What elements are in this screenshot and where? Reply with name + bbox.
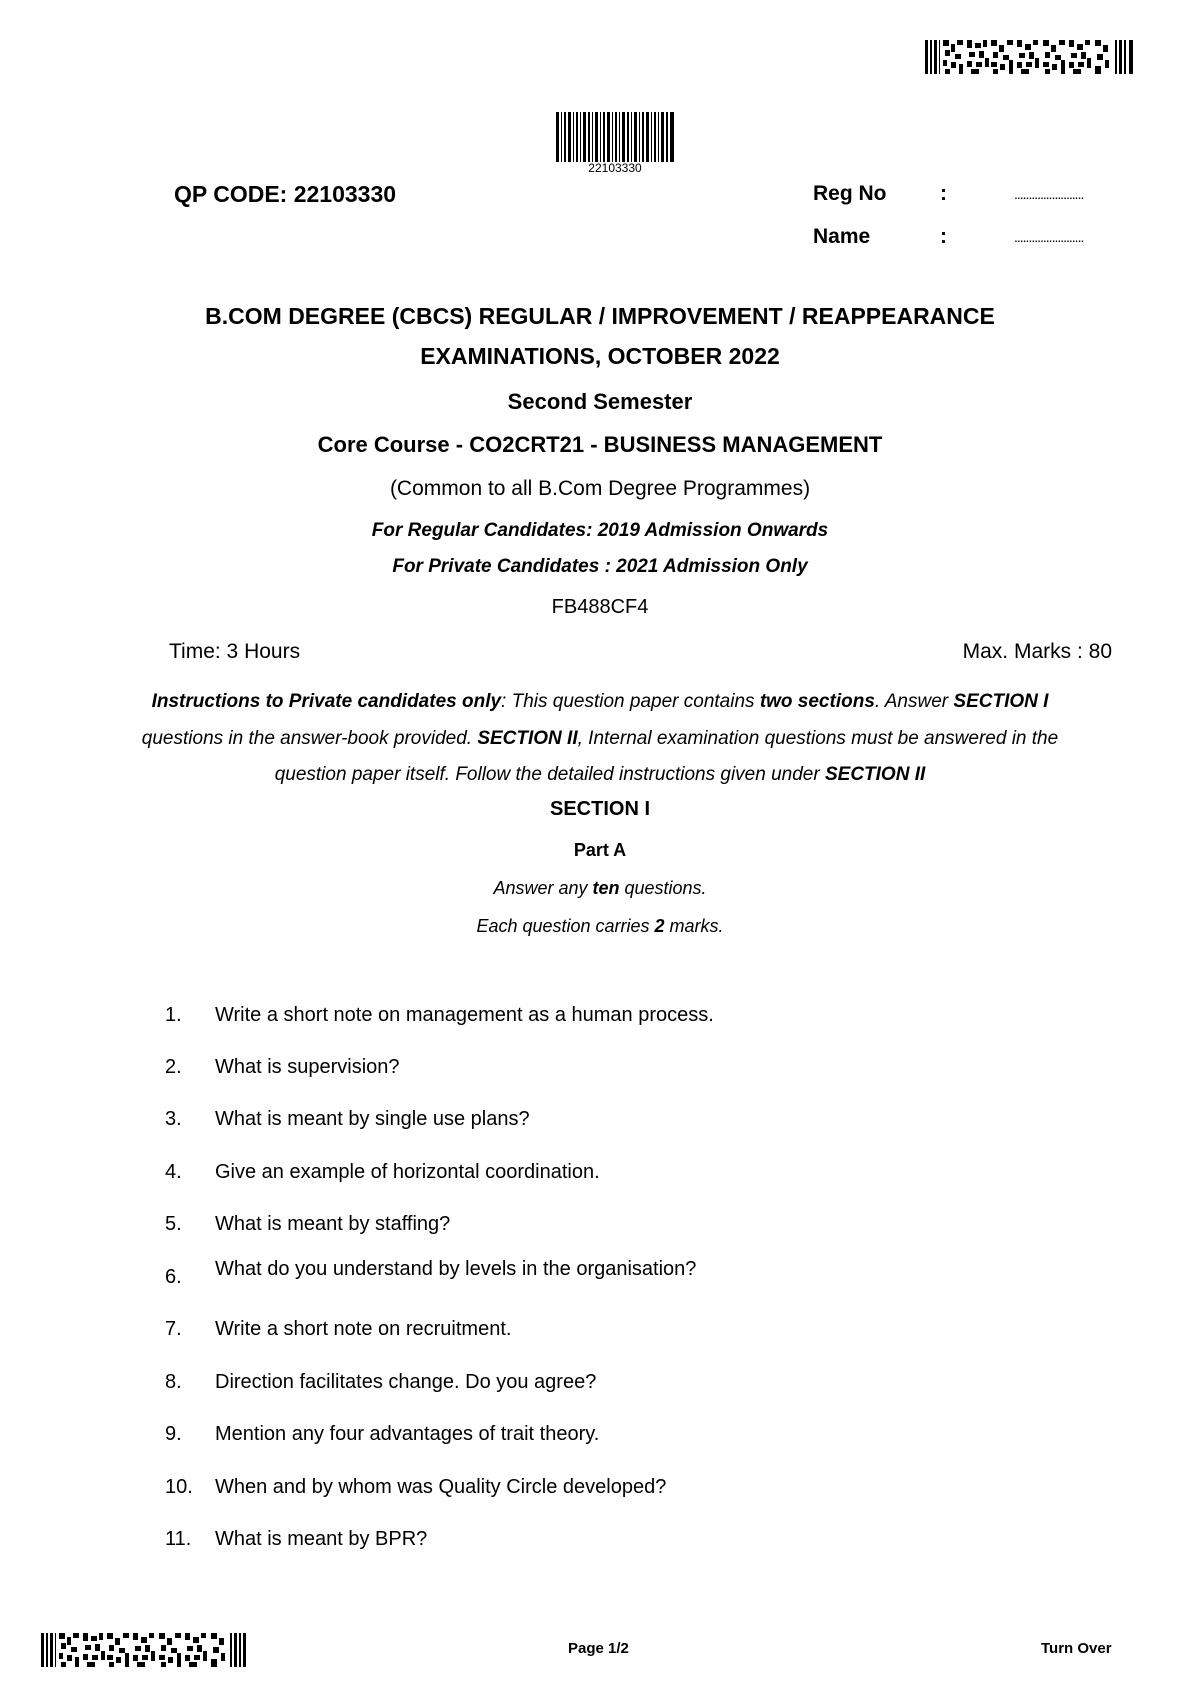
name-blank: ........................	[1014, 229, 1084, 245]
name-label: Name	[813, 225, 871, 248]
question-number: 9.	[165, 1423, 182, 1445]
question-text: Give an example of horizontal coordination.	[215, 1161, 600, 1183]
question-number: 6.	[165, 1266, 182, 1288]
barcode-number: 22103330	[588, 161, 642, 175]
marks-instruction: Each question carries 2 marks.	[476, 916, 724, 936]
question-text: What do you understand by levels in the organisation?	[215, 1258, 697, 1280]
instr-bold: SECTION II	[824, 764, 926, 785]
instr-bold: SECTION II	[477, 727, 578, 749]
question-number: 4.	[165, 1161, 182, 1183]
reg-no-label: Reg No	[813, 182, 887, 205]
question-text: Direction facilitates change. Do you agree?	[215, 1371, 597, 1393]
regular-candidates: For Regular Candidates: 2019 Admission Onwards	[371, 520, 829, 541]
question-number: 10.	[165, 1476, 193, 1498]
instr-text: . Answer	[874, 691, 954, 712]
semester: Second Semester	[507, 389, 693, 414]
page-number: Page 1/2	[568, 1640, 629, 1657]
instr-bold: SECTION I	[953, 691, 1049, 712]
name-colon: :	[940, 225, 947, 248]
turn-over: Turn Over	[1041, 1640, 1112, 1657]
instr-text: , Internal examination questions must be answered in the question paper itself. Follow the detailed instructions given under	[274, 727, 1059, 785]
question-text: What is meant by staffing?	[215, 1213, 451, 1235]
top-right-barcode	[925, 40, 1133, 74]
question-text: When and by whom was Quality Circle developed?	[215, 1476, 667, 1498]
instr-bold: two sections	[759, 691, 875, 712]
instr-heading: Instructions to Private candidates only	[151, 691, 502, 712]
private-candidates: For Private Candidates : 2021 Admission Only	[392, 556, 808, 577]
question-number: 2.	[165, 1056, 182, 1078]
question-text: Mention any four advantages of trait theory.	[215, 1423, 600, 1445]
course-title: Core Course - CO2CRT21 - BUSINESS MANAGEMENT	[317, 432, 883, 457]
exam-title-line1: B.COM DEGREE (CBCS) REGULAR / IMPROVEMENT / REAPPEARANCE	[205, 303, 995, 329]
question-number: 7.	[165, 1318, 182, 1340]
question-number: 5.	[165, 1213, 182, 1235]
reg-no-colon: :	[940, 182, 947, 205]
center-barcode	[556, 112, 674, 162]
paper-code: FB488CF4	[551, 596, 649, 618]
question-text: Write a short note on recruitment.	[215, 1318, 512, 1340]
bottom-left-barcode	[41, 1633, 246, 1667]
part-title: Part A	[573, 840, 627, 860]
question-number: 3.	[165, 1108, 182, 1130]
instructions	[130, 684, 1070, 794]
exam-title-line2: EXAMINATIONS, OCTOBER 2022	[420, 343, 780, 369]
question-number: 1.	[165, 1004, 182, 1026]
section-title: SECTION I	[549, 798, 650, 820]
instr-text: questions in the answer-book provided.	[141, 727, 478, 749]
question-number: 11.	[165, 1528, 192, 1550]
question-number: 8.	[165, 1371, 182, 1393]
instr-text: : This question paper contains	[501, 691, 760, 712]
question-text: What is meant by single use plans?	[215, 1108, 530, 1130]
max-marks: Max. Marks : 80	[962, 640, 1112, 663]
qp-code: QP CODE: 22103330	[174, 181, 397, 207]
time-allowed: Time: 3 Hours	[169, 640, 301, 663]
common-note: (Common to all B.Com Degree Programmes)	[389, 477, 811, 500]
question-text: Write a short note on management as a human process.	[215, 1004, 714, 1026]
question-text: What is supervision?	[215, 1056, 400, 1078]
answer-instruction: Answer any ten questions.	[493, 878, 707, 898]
question-text: What is meant by BPR?	[215, 1528, 428, 1550]
reg-no-blank: ........................	[1014, 186, 1084, 202]
